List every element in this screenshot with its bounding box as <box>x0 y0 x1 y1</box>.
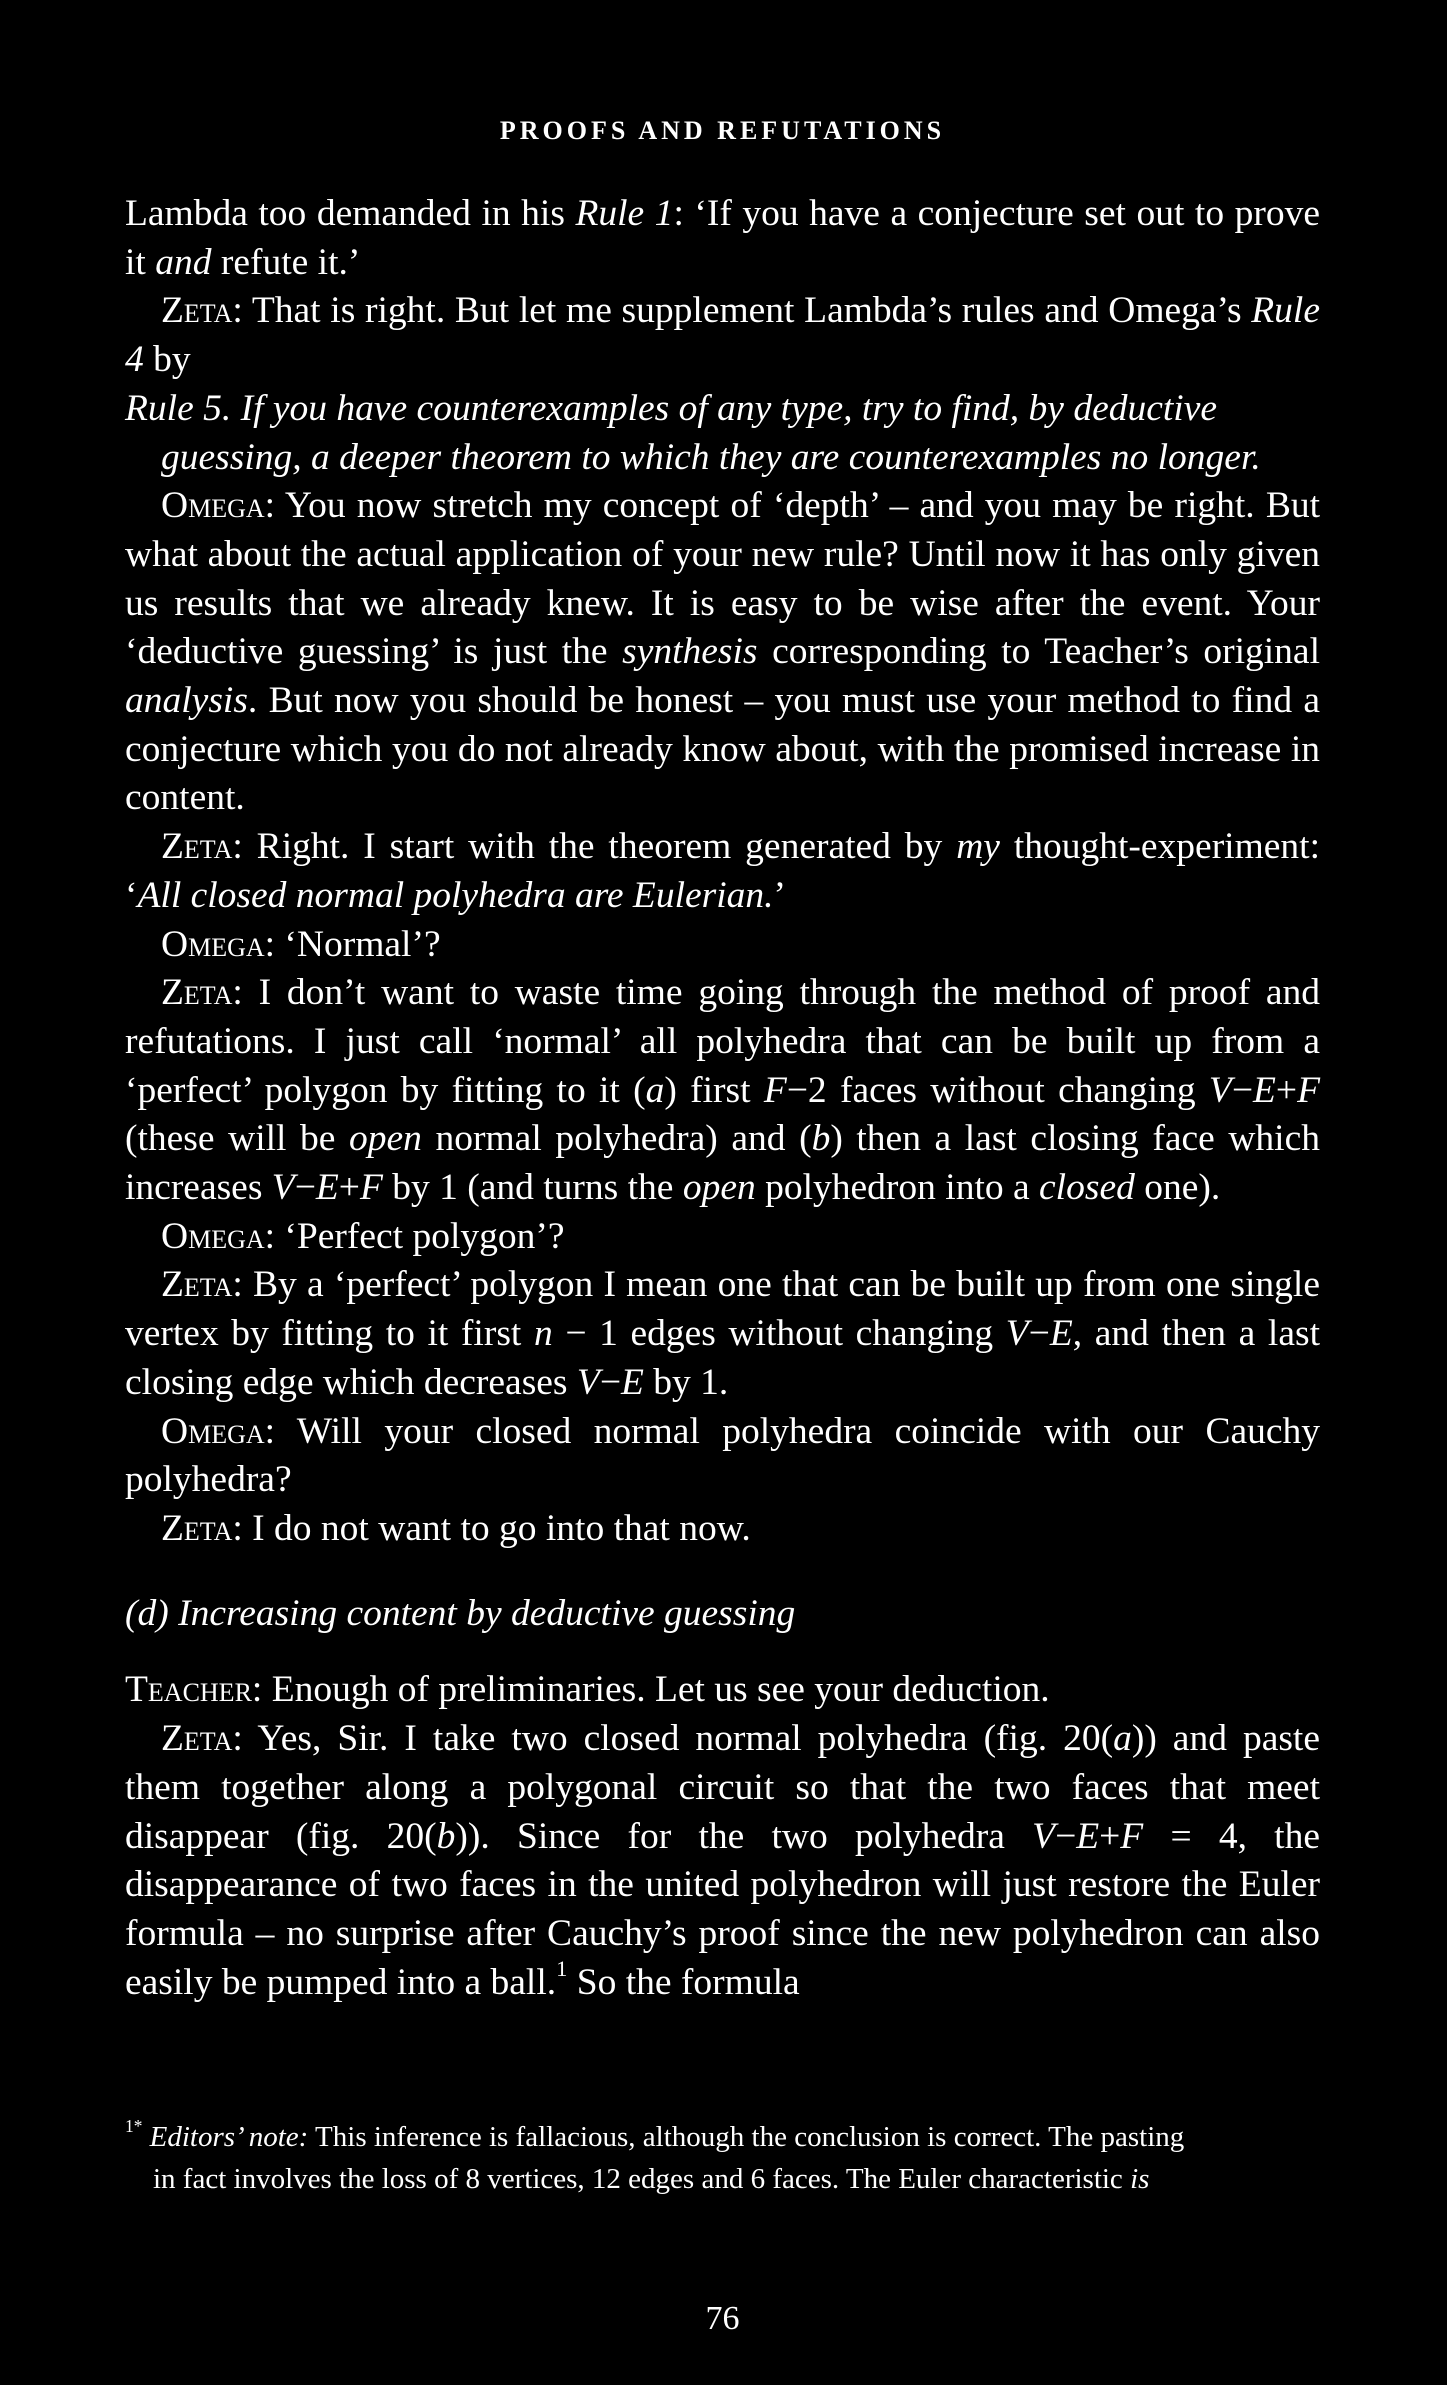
paragraph-lambda-rule1: Lambda too demanded in his Rule 1: ‘If you have a conjecture set out to prove it and refute it.’ <box>125 193 1320 283</box>
paragraph-omega-depth: Omega: You now stretch my concept of ‘depth’ – and you may be right. But what about the actual application of your new rule? Until now it has only given us results that we already knew. It is easy to be wise after the event. Your ‘deductive guessing’ is just the synthesis corresponding to Teacher’s original analysis. But now you should be honest – you must use your method to find a conjecture which you do not already know about, with the promised increase in content. <box>125 485 1320 819</box>
paragraph-omega-normal: Omega: ‘Normal’? <box>161 923 441 965</box>
speaker-teacher: Teacher <box>125 1669 252 1711</box>
page-number: 76 <box>705 2300 740 2337</box>
paragraph-omega-cauchy: Omega: Will your closed normal polyhedra coincide with our Cauchy polyhedra? <box>125 1410 1320 1501</box>
footnote-label: Editors’ note: <box>149 2121 309 2153</box>
speaker-zeta: Zeta <box>161 1507 233 1549</box>
paragraph-zeta-normal-def: Zeta: I don’t want to waste time going through the method of proof and refutations. I just call ‘normal’ all polyhedra that can be built up from a ‘perfect’ polygon by fitting to it (a) first F−2 faces without changing V−E+F (these will be open normal polyhedra) and (b) then a last closing face which increases V−E+F by 1 (and turns the open polyhedron into a closed one). <box>125 972 1320 1209</box>
footnote-line-2 <box>125 2158 1320 2200</box>
speaker-zeta: Zeta <box>161 1264 233 1306</box>
speaker-zeta: Zeta <box>161 1718 233 1760</box>
footnote <box>125 2116 1320 2200</box>
rule-5: Rule 5. If you have counterexamples of any type, try to find, by deductive guessing, a deeper theorem to which they are counterexamples no longer. <box>125 387 1261 478</box>
body-text <box>125 190 1320 2007</box>
footnote-marker: 1* <box>125 2116 143 2137</box>
paragraph-teacher: Teacher: Enough of preliminaries. Let us see your deduction. <box>125 1669 1050 1711</box>
speaker-zeta: Zeta <box>161 290 233 332</box>
paragraph-omega-perfect: Omega: ‘Perfect polygon’? <box>161 1215 565 1257</box>
footnote-ref: 1 <box>556 1955 568 1981</box>
paragraph-zeta-decline: Zeta: I do not want to go into that now. <box>161 1507 751 1549</box>
speaker-omega: Omega <box>161 1410 265 1452</box>
footnote-text-2: in fact involves the loss of 8 vertices, 12 edges and 6 faces. The Euler characteristic is <box>153 2163 1150 2195</box>
speaker-omega: Omega <box>161 1215 265 1257</box>
speaker-zeta: Zeta <box>161 826 233 868</box>
speaker-omega: Omega <box>161 485 265 527</box>
footnote-line-1 <box>125 2116 1320 2158</box>
paragraph-zeta-supplement: Zeta: That is right. But let me supplement Lambda’s rules and Omega’s Rule 4 by <box>125 290 1320 381</box>
paragraph-zeta-perfect-def: Zeta: By a ‘perfect’ polygon I mean one that can be built up from one single vertex by fitting to it first n − 1 edges without changing V−E, and then a last closing edge which decreases V−E by 1. <box>125 1264 1320 1403</box>
paragraph-zeta-deduction: Zeta: Yes, Sir. I take two closed normal polyhedra (fig. 20(a)) and paste them together along a polygonal circuit so that the two faces that meet disappear (fig. 20(b)). Since for the two polyhedra V−E+F = 4, the disappearance of two faces in the united polyhedron will just restore the Euler formula – no surprise after Cauchy’s proof since the new polyhedron can also easily be pumped into a ball.$^1$ So the formula <box>125 1718 1320 2003</box>
speaker-zeta: Zeta <box>161 972 233 1014</box>
section-heading: (d) Increasing content by deductive guessing <box>125 1592 796 1634</box>
paragraph-zeta-theorem: Zeta: Right. I start with the theorem generated by my thought-experiment: ‘All closed normal polyhedra are Eulerian.’ <box>125 826 1321 916</box>
speaker-omega: Omega <box>161 923 265 965</box>
book-page <box>125 0 1320 2385</box>
running-head: PROOFS AND REFUTATIONS <box>499 116 946 145</box>
footnote-text-1: This inference is fallacious, although the conclusion is correct. The pasting <box>308 2121 1185 2153</box>
